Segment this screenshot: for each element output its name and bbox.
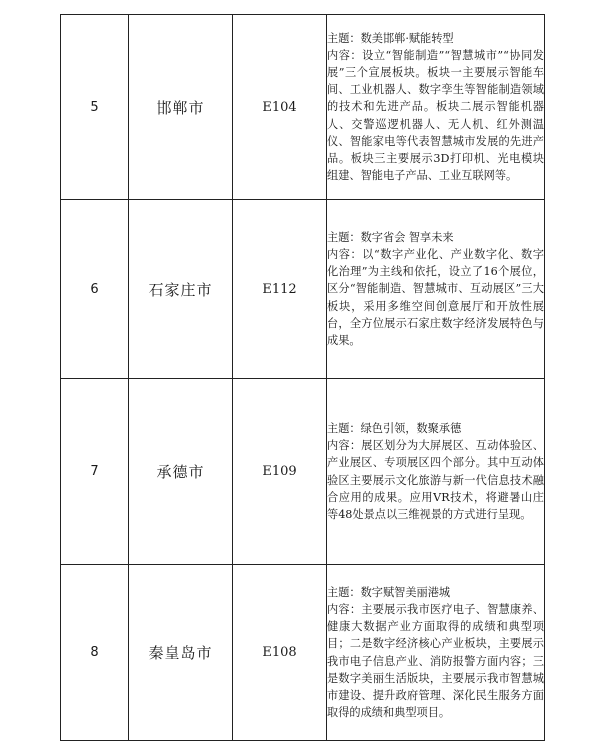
row-number: 6 bbox=[61, 200, 129, 379]
exhibit-description bbox=[327, 379, 545, 565]
content-text: 内容：展区划分为大屏展区、互动体验区、产业展区、专项展区四个部分。其中互动体验区主要展示文化旅游与新一代信息技术融合应用的成果。应用VR技术，将避暑山庄等48处景点以三维视景的方式进行呈现。 bbox=[327, 439, 544, 521]
city-name: 邯郸市 bbox=[129, 15, 233, 200]
theme-text: 主题：绿色引领，数聚承德 bbox=[327, 421, 462, 435]
exhibit-description bbox=[327, 15, 545, 200]
city-name: 承德市 bbox=[129, 379, 233, 565]
theme-text: 主题：数美邯郸·赋能转型 bbox=[327, 31, 454, 45]
row-number: 5 bbox=[61, 15, 129, 200]
exhibit-description bbox=[327, 200, 545, 379]
row-number: 7 bbox=[61, 379, 129, 565]
table-row bbox=[61, 200, 545, 379]
booth-code: E108 bbox=[233, 565, 327, 741]
city-name: 石家庄市 bbox=[129, 200, 233, 379]
content-text: 内容：主要展示我市医疗电子、智慧康养、健康大数据产业方面取得的成绩和典型项目；二是数字经济核心产业板块，主要展示我市电子信息产业、消防报警方面内容；三是数字美丽生活版块，主要展示我市智慧城市建设、提升政府管理、深化民生服务方面取得的成绩和典型项目。 bbox=[327, 602, 544, 720]
content-text: 内容：设立“智能制造”“智慧城市”“协同发展”三个宣展板块。板块一主要展示智能车间、工业机器人、数字孪生等智能制造领域的技术和先进产品。板块二展示智能机器人、交警巡逻机器人、无人机、红外测温仪、智能家电等代表智慧城市发展的先进产品。板块三主要展示3D打印机、光电模块组建、智能电子产品、工业互联网等。 bbox=[327, 48, 544, 183]
row-number: 8 bbox=[61, 565, 129, 741]
exhibit-description bbox=[327, 565, 545, 741]
content-text: 内容：以“数字产业化、产业数字化、数字化治理”为主线和依托，设立了16个展位，区分“智能制造、智慧城市、互动展区”三大板块，采用多维空间创意展厅和开放性展台，全方位展示石家庄数字经济发展特色与成果。 bbox=[327, 247, 544, 347]
booth-code: E112 bbox=[233, 200, 327, 379]
exhibition-table bbox=[60, 14, 545, 741]
city-name: 秦皇岛市 bbox=[129, 565, 233, 741]
theme-text: 主题：数字赋智美丽港城 bbox=[327, 585, 451, 599]
theme-text: 主题：数字省会 智享未来 bbox=[327, 230, 454, 244]
booth-code: E109 bbox=[233, 379, 327, 565]
table-row bbox=[61, 379, 545, 565]
booth-code: E104 bbox=[233, 15, 327, 200]
table-row bbox=[61, 565, 545, 741]
table-row bbox=[61, 15, 545, 200]
